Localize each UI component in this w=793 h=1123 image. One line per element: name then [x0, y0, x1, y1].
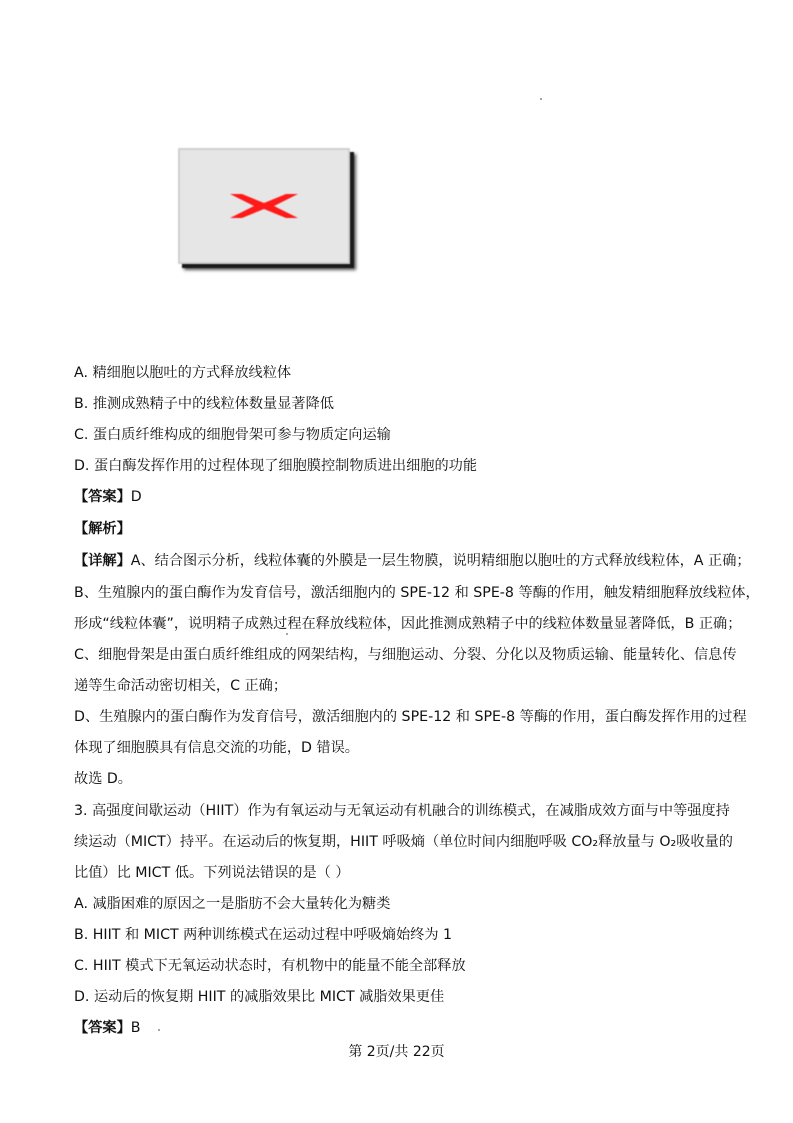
- detail-tag: 【详解】: [74, 553, 131, 569]
- q2-option-a: A. 精细胞以胞吐的方式释放线粒体: [74, 365, 292, 381]
- detail-text: A、结合图示分析，线粒体囊的外膜是一层生物膜，说明精细胞以胞吐的方式释放线粒体，A 正确；: [130, 553, 751, 569]
- q2-detail-line-6: D、生殖腺内的蛋白酶作为发育信号，激活细胞内的 SPE-12 和 SPE-8 等酶的作用，蛋白酶发挥作用的过程: [74, 709, 747, 725]
- scan-speck: [158, 1029, 160, 1031]
- q3-option-a: A. 减脂困难的原因之一是脂肪不会大量转化为糖类: [74, 896, 391, 912]
- q2-detail-line-7: 体现了细胞膜具有信息交流的功能，D 错误。: [74, 740, 359, 756]
- answer-tag: 【答案】: [74, 489, 131, 505]
- q3-stem-line-1: 3. 高强度间歇运动（HIIT）作为有氧运动与无氧运动有机融合的训练模式，在减脂成效方面与中等强度持: [74, 803, 730, 819]
- answer-value: B: [130, 1020, 141, 1036]
- scan-speck: [540, 98, 542, 100]
- q2-option-c: C. 蛋白质纤维构成的细胞骨架可参与物质定向运输: [74, 427, 391, 443]
- q2-conclusion: 故选 D。: [74, 771, 132, 787]
- q2-detail-line-5: 递等生命活动密切相关，C 正确；: [74, 678, 288, 694]
- q2-detail-line-1: [74, 551, 751, 571]
- broken-image-icon: [226, 191, 302, 221]
- q3-option-c: C. HIIT 模式下无氧运动状态时，有机物中的能量不能全部释放: [74, 958, 466, 974]
- q2-detail-line-4: C、细胞骨架是由蛋白质纤维组成的网架结构，与细胞运动、分裂、分化以及物质运输、能量转化、信息传: [74, 647, 737, 663]
- q2-analysis-tag: 【解析】: [74, 521, 131, 537]
- q3-option-d: D. 运动后的恢复期 HIIT 的减脂效果比 MICT 减脂效果更佳: [74, 989, 445, 1005]
- q2-option-b: B. 推测成熟精子中的线粒体数量显著降低: [74, 396, 334, 412]
- q2-detail-line-2: B、生殖腺内的蛋白酶作为发育信号，激活细胞内的 SPE-12 和 SPE-8 等酶的作用，触发精细胞释放线粒体，: [74, 585, 760, 601]
- q3-stem-line-3: 比值）比 MICT 低。下列说法错误的是（ ）: [74, 865, 350, 881]
- scan-speck: [286, 633, 288, 635]
- page-number: 第 2页/共 22页: [348, 1044, 445, 1060]
- q3-option-b: B. HIIT 和 MICT 两种训练模式在运动过程中呼吸熵始终为 1: [74, 927, 453, 943]
- q3-stem-line-2: 续运动（MICT）持平。在运动后的恢复期，HIIT 呼吸熵（单位时间内细胞呼吸 CO₂释放量与 O₂吸收量的: [74, 834, 733, 850]
- q2-detail-line-3: 形成“线粒体囊”，说明精子成熟过程在释放线粒体，因此推测成熟精子中的线粒体数量显著降低，B 正确；: [74, 616, 742, 632]
- answer-tag: 【答案】: [74, 1020, 131, 1036]
- q2-option-d: D. 蛋白酶发挥作用的过程体现了细胞膜控制物质进出细胞的功能: [74, 458, 478, 474]
- broken-image-placeholder: [178, 148, 350, 264]
- q3-answer: [74, 1018, 141, 1038]
- q2-answer: [74, 487, 142, 507]
- answer-value: D: [130, 489, 142, 505]
